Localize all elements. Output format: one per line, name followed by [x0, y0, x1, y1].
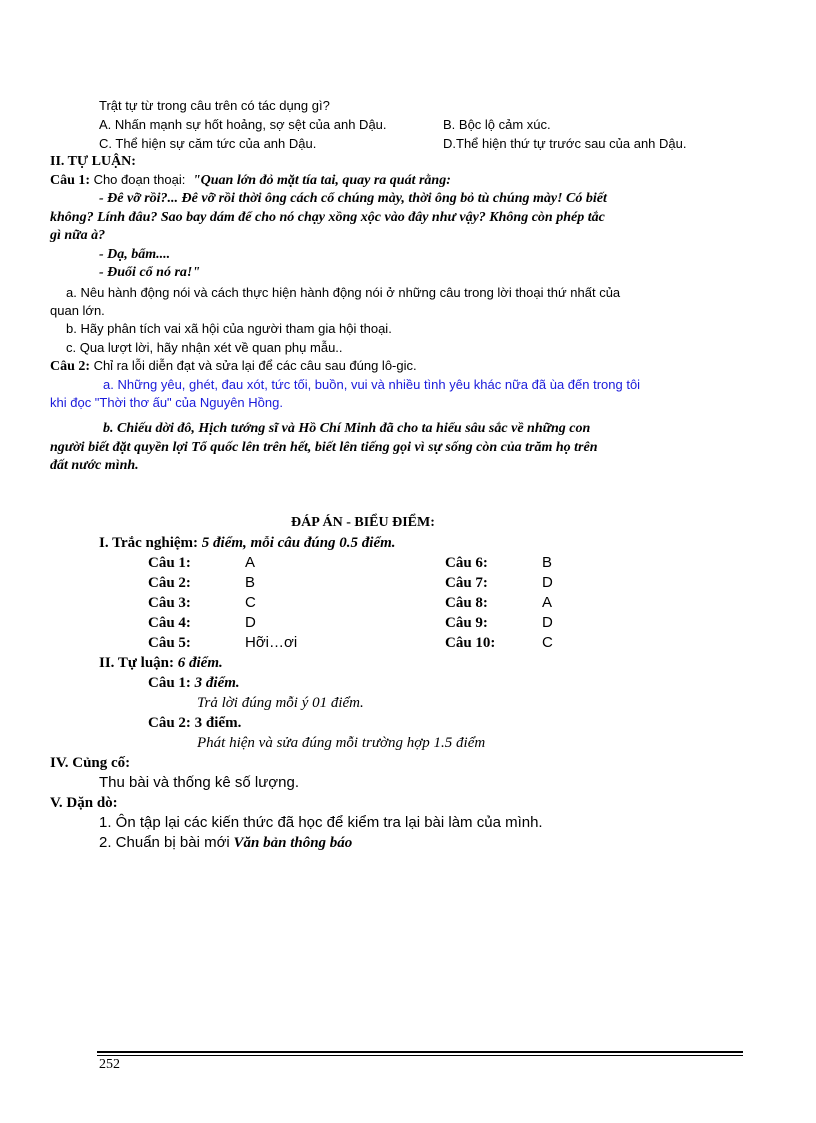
essay-q1-quote-5: - Dạ, bẩm....	[99, 247, 171, 262]
homework-item-1: 1. Ôn tập lại các kiến thức đã học để kiểm tra lại bài làm của mình.	[99, 814, 543, 831]
answer-part2-label: II. Tự luận:	[99, 655, 175, 671]
answer-part1-score: 5 điểm, mỗi câu đúng 0.5 điểm.	[201, 535, 396, 551]
homework-item-2	[99, 833, 352, 853]
answer-row-a-right: D	[542, 614, 553, 631]
essay-q2-part-a-1: a. Những yêu, ghét, đau xót, tức tối, buồn, vui và nhiều tình yêu khác nữa đã ùa đến trong tôi	[103, 377, 641, 392]
essay-q1-line	[50, 171, 451, 190]
answer-q1-score: 3 điểm.	[194, 675, 240, 691]
mc-question: Trật tự từ trong câu trên có tác dụng gì?	[99, 98, 330, 113]
answer-part1-label: I. Trắc nghiệm:	[99, 535, 199, 551]
answer-row-a-right: D	[542, 574, 553, 591]
answer-q1-line	[148, 673, 240, 693]
answer-row-q-right: Câu 7:	[445, 575, 488, 591]
homework-item-2-title: Văn bản thông báo	[233, 835, 353, 851]
homework-heading: V. Dặn dò:	[50, 795, 118, 811]
essay-q1-quote-6: - Đuổi cổ nó ra!"	[99, 265, 201, 280]
answer-row-a-right: C	[542, 634, 553, 651]
answer-key-title: ĐÁP ÁN - BIỂU ĐIỂM:	[291, 515, 435, 530]
answer-row-q-right: Câu 10:	[445, 635, 496, 651]
answer-row-q-left: Câu 5:	[148, 635, 191, 651]
mc-option-a: A. Nhấn mạnh sự hốt hoảng, sợ sệt của anh Dậu.	[99, 117, 387, 132]
answer-row-a-left: A	[245, 554, 256, 571]
footer-rule-thick	[97, 1051, 743, 1053]
mc-option-d: D.Thể hiện thứ tự trước sau của anh Dậu.	[443, 136, 687, 151]
answer-q2-label: Câu 2:	[148, 715, 191, 731]
answer-row-q-left: Câu 3:	[148, 595, 191, 611]
answer-row-q-left: Câu 4:	[148, 615, 191, 631]
homework-item-2-prefix: 2. Chuẩn bị bài mới	[99, 834, 230, 851]
answer-row-q-left: Câu 1:	[148, 555, 191, 571]
page-number: 252	[99, 1057, 120, 1072]
essay-q2-label: Câu 2:	[50, 359, 91, 374]
essay-q1-quote-1: "Quan lớn đỏ mặt tía tai, quay ra quát rằng:	[192, 173, 451, 188]
essay-q2-intro: Chỉ ra lỗi diễn đạt và sửa lại để các câu sau đúng lô-gic.	[93, 358, 417, 373]
answer-row-a-left: D	[245, 614, 256, 631]
answer-row-q-right: Câu 9:	[445, 615, 488, 631]
essay-q1-quote-2: - Đê vỡ rồi?... Đê vỡ rồi thời ông cách cổ chúng mày, thời ông bỏ tù chúng mày! Có biết	[99, 191, 607, 206]
answer-row-a-left: C	[245, 594, 256, 611]
answer-part1-line	[99, 533, 396, 553]
essay-q1-label: Câu 1:	[50, 173, 91, 188]
essay-heading: II. TỰ LUẬN:	[50, 154, 136, 169]
essay-q1-quote-3: không? Lính đâu? Sao bay dám để cho nó chạy xồng xộc vào đây như vậy? Không còn phép tắc	[50, 210, 605, 225]
answer-row-q-left: Câu 2:	[148, 575, 191, 591]
answer-q2-note: Phát hiện và sửa đúng mỗi trường hợp 1.5 điểm	[197, 735, 486, 751]
essay-q2-part-b-3: đất nước mình.	[50, 458, 139, 473]
answer-q1-note: Trả lời đúng mỗi ý 01 điểm.	[197, 695, 364, 711]
essay-q2-part-a-2: khi đọc "Thời thơ ấu" của Nguyên Hồng.	[50, 395, 283, 410]
essay-q1-part-b: b. Hãy phân tích vai xã hội của người tham gia hội thoại.	[66, 321, 392, 336]
answer-q2-score: 3 điểm.	[194, 715, 242, 731]
answer-part2-score: 6 điểm.	[177, 655, 223, 671]
answer-row-a-left: B	[245, 574, 256, 591]
answer-row-a-right: B	[542, 554, 553, 571]
answer-part2-line	[99, 653, 223, 673]
essay-q1-quote-4: gì nữa à?	[50, 228, 106, 243]
answer-q1-label: Câu 1:	[148, 675, 191, 691]
mc-option-b: B. Bộc lộ cảm xúc.	[443, 117, 551, 132]
essay-q1-part-a-2: quan lớn.	[50, 303, 105, 318]
answer-row-q-right: Câu 8:	[445, 595, 488, 611]
answer-row-q-right: Câu 6:	[445, 555, 488, 571]
essay-q2-line	[50, 357, 417, 376]
answer-row-a-right: A	[542, 594, 553, 611]
essay-q2-part-b-1: b. Chiếu dời đô, Hịch tướng sĩ và Hồ Chí Minh đã cho ta hiểu sâu sắc về những con	[103, 421, 591, 436]
answer-row-a-left: Hỡi…ơi	[245, 634, 298, 651]
essay-q2-part-b-2: người biết đặt quyền lợi Tổ quốc lên trên hết, biết lên tiếng gọi vì sự sống còn của trăm họ trên	[50, 440, 598, 455]
essay-q1-part-c: c. Qua lượt lời, hãy nhận xét về quan phụ mẫu..	[66, 340, 343, 355]
mc-option-c: C. Thể hiện sự căm tức của anh Dậu.	[99, 136, 317, 151]
consolidation-text: Thu bài và thống kê số lượng.	[99, 774, 299, 791]
answer-q2-line	[148, 713, 241, 733]
essay-q1-intro: Cho đoạn thoại:	[93, 172, 186, 187]
essay-q1-part-a-1: a. Nêu hành động nói và cách thực hiện hành động nói ở những câu trong lời thoại thứ nhất của	[66, 285, 621, 300]
consolidation-heading: IV. Củng cố:	[50, 755, 131, 771]
footer-rule-thin	[97, 1055, 743, 1056]
